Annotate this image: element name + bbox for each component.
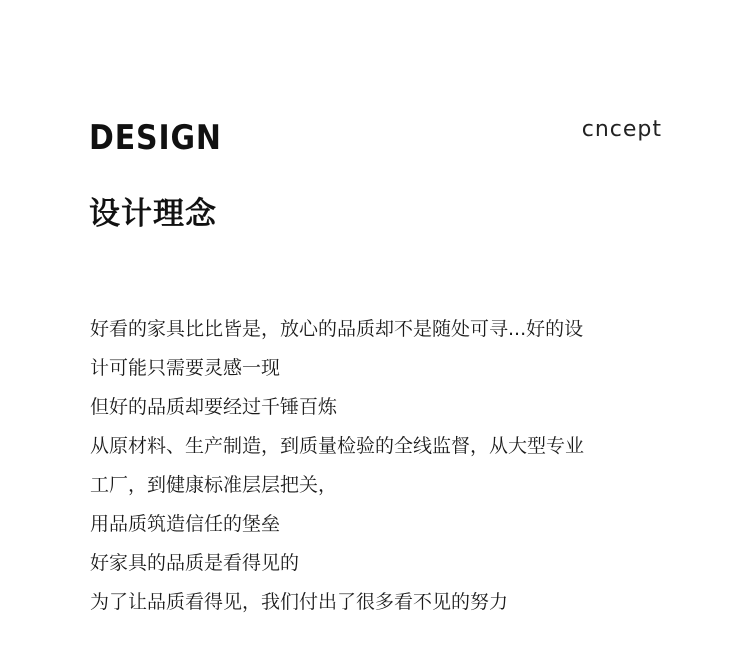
- heading-tag: cncept: [581, 117, 662, 142]
- body-line: 好家具的品质是看得见的: [90, 552, 300, 574]
- heading-english: DESIGN: [89, 118, 222, 158]
- heading-chinese: 设计理念: [89, 196, 217, 232]
- body-line: 从原材料、生产制造，到质量检验的全线监督，从大型专业: [90, 435, 585, 457]
- body-line: 计可能只需要灵感一现: [90, 357, 281, 379]
- body-line: 好看的家具比比皆是，放心的品质却不是随处可寻...好的设: [90, 318, 584, 340]
- body-text: [90, 310, 660, 622]
- body-line: 为了让品质看得见，我们付出了很多看不见的努力: [90, 591, 509, 613]
- body-line: 用品质筑造信任的堡垒: [90, 513, 281, 535]
- body-line: 但好的品质却要经过千锤百炼: [90, 396, 338, 418]
- body-line: 工厂，到健康标准层层把关，: [90, 474, 338, 496]
